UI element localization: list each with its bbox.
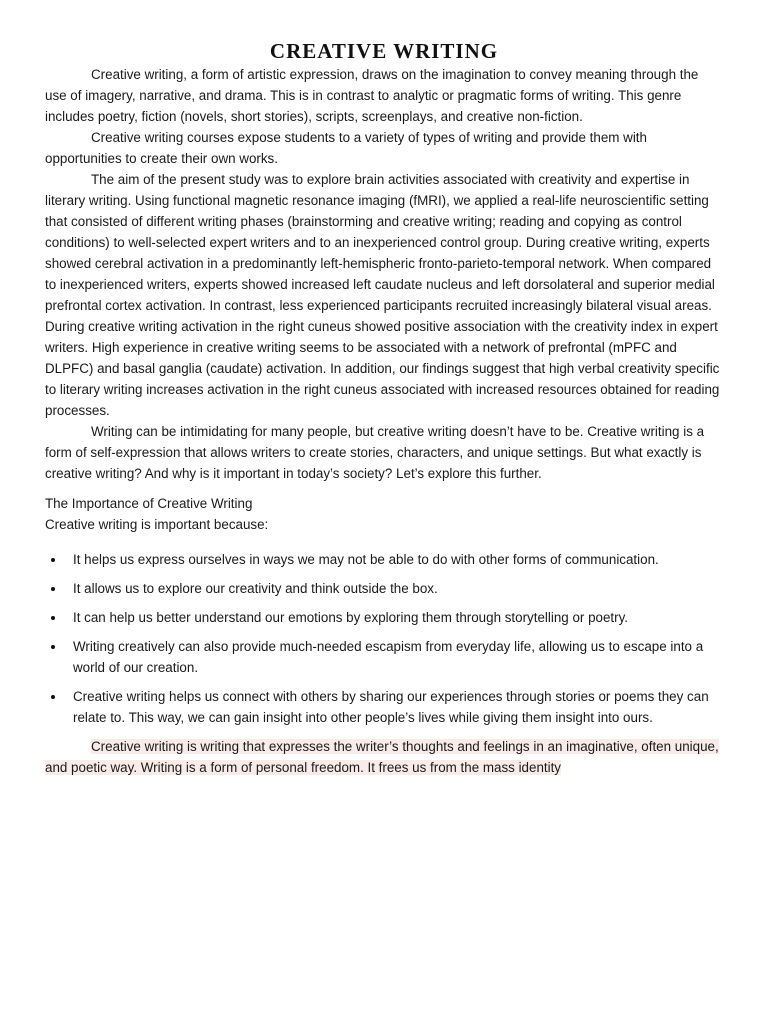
paragraph-intimidating: Writing can be intimidating for many people, but creative writing doesn’t have to be. Creative writing is a form of self-expression that allows writers to create stories, characters, and unique settings. But what exactly is creative writing? And why is it important in today’s society? Let’s explore this further. xyxy=(45,424,705,481)
list-item-text: It allows us to explore our creativity and think outside the box. xyxy=(73,581,438,596)
document-title: CREATIVE WRITING xyxy=(269,39,499,63)
bullet-icon xyxy=(51,587,55,591)
list-item xyxy=(45,636,723,678)
paragraph-study: The aim of the present study was to explore brain activities associated with creativity and expertise in literary writing. Using functional magnetic resonance imaging (fMRI), we applied a real-life neuroscientific setting that consisted of different writing phases (brainstorming and creative writing; reading and copying as control conditions) to well-selected expert writers and to an inexperienced control group. During creative writing, experts showed cerebral activation in a predominantly left-hemispheric fronto-parieto-temporal network. When compared to inexperienced writers, experts showed increased left caudate nucleus and left dorsolateral and superior medial prefrontal cortex activation. In contrast, less experienced participants recruited increasingly bilateral visual areas. During creative writing activation in the right cuneus showed positive association with the creativity index in expert writers. High experience in creative writing seems to be associated with a network of prefrontal (mPFC and DLPFC) and basal ganglia (caudate) activation. In addition, our findings suggest that high verbal creativity specific to literary writing increases activation in the right cuneus associated with increased resources obtained for reading processes. xyxy=(45,172,720,418)
bullet-icon xyxy=(51,695,55,699)
bullet-icon xyxy=(51,616,55,620)
list-item xyxy=(45,549,723,570)
paragraph-definition: Creative writing, a form of artistic expression, draws on the imagination to convey meaning through the use of imagery, narrative, and drama. This is in contrast to analytic or pragmatic forms of writing. This genre includes poetry, fiction (novels, short stories), scripts, screenplays, and creative non-fiction. xyxy=(45,67,699,124)
paragraph-final xyxy=(45,736,723,778)
bullet-icon xyxy=(51,645,55,649)
list-item xyxy=(45,607,723,628)
bullet-icon xyxy=(51,558,55,562)
list-item-text: Creative writing helps us connect with others by sharing our experiences through stories or poems they can relate to. This way, we can gain insight into other people’s lives while giving them insight into ours. xyxy=(73,689,709,725)
importance-bullet-list xyxy=(45,549,723,728)
list-item-text: Writing creatively can also provide much-needed escapism from everyday life, allowing us to escape into a world of our creation. xyxy=(73,639,704,675)
list-item xyxy=(45,578,723,599)
list-item xyxy=(45,686,723,728)
highlighted-text: Creative writing is writing that expresses the writer’s thoughts and feelings in an imaginative, often unique, and poetic way. Writing is a form of personal freedom. It frees us from the mass identity xyxy=(45,739,719,775)
importance-intro: Creative writing is important because: xyxy=(45,517,269,532)
importance-heading: The Importance of Creative Writing xyxy=(45,496,253,511)
paragraph-courses: Creative writing courses expose students to a variety of types of writing and provide them with opportunities to create their own works. xyxy=(45,130,647,166)
list-item-text: It helps us express ourselves in ways we may not be able to do with other forms of communication. xyxy=(73,552,659,567)
list-item-text: It can help us better understand our emotions by exploring them through storytelling or poetry. xyxy=(73,610,629,625)
